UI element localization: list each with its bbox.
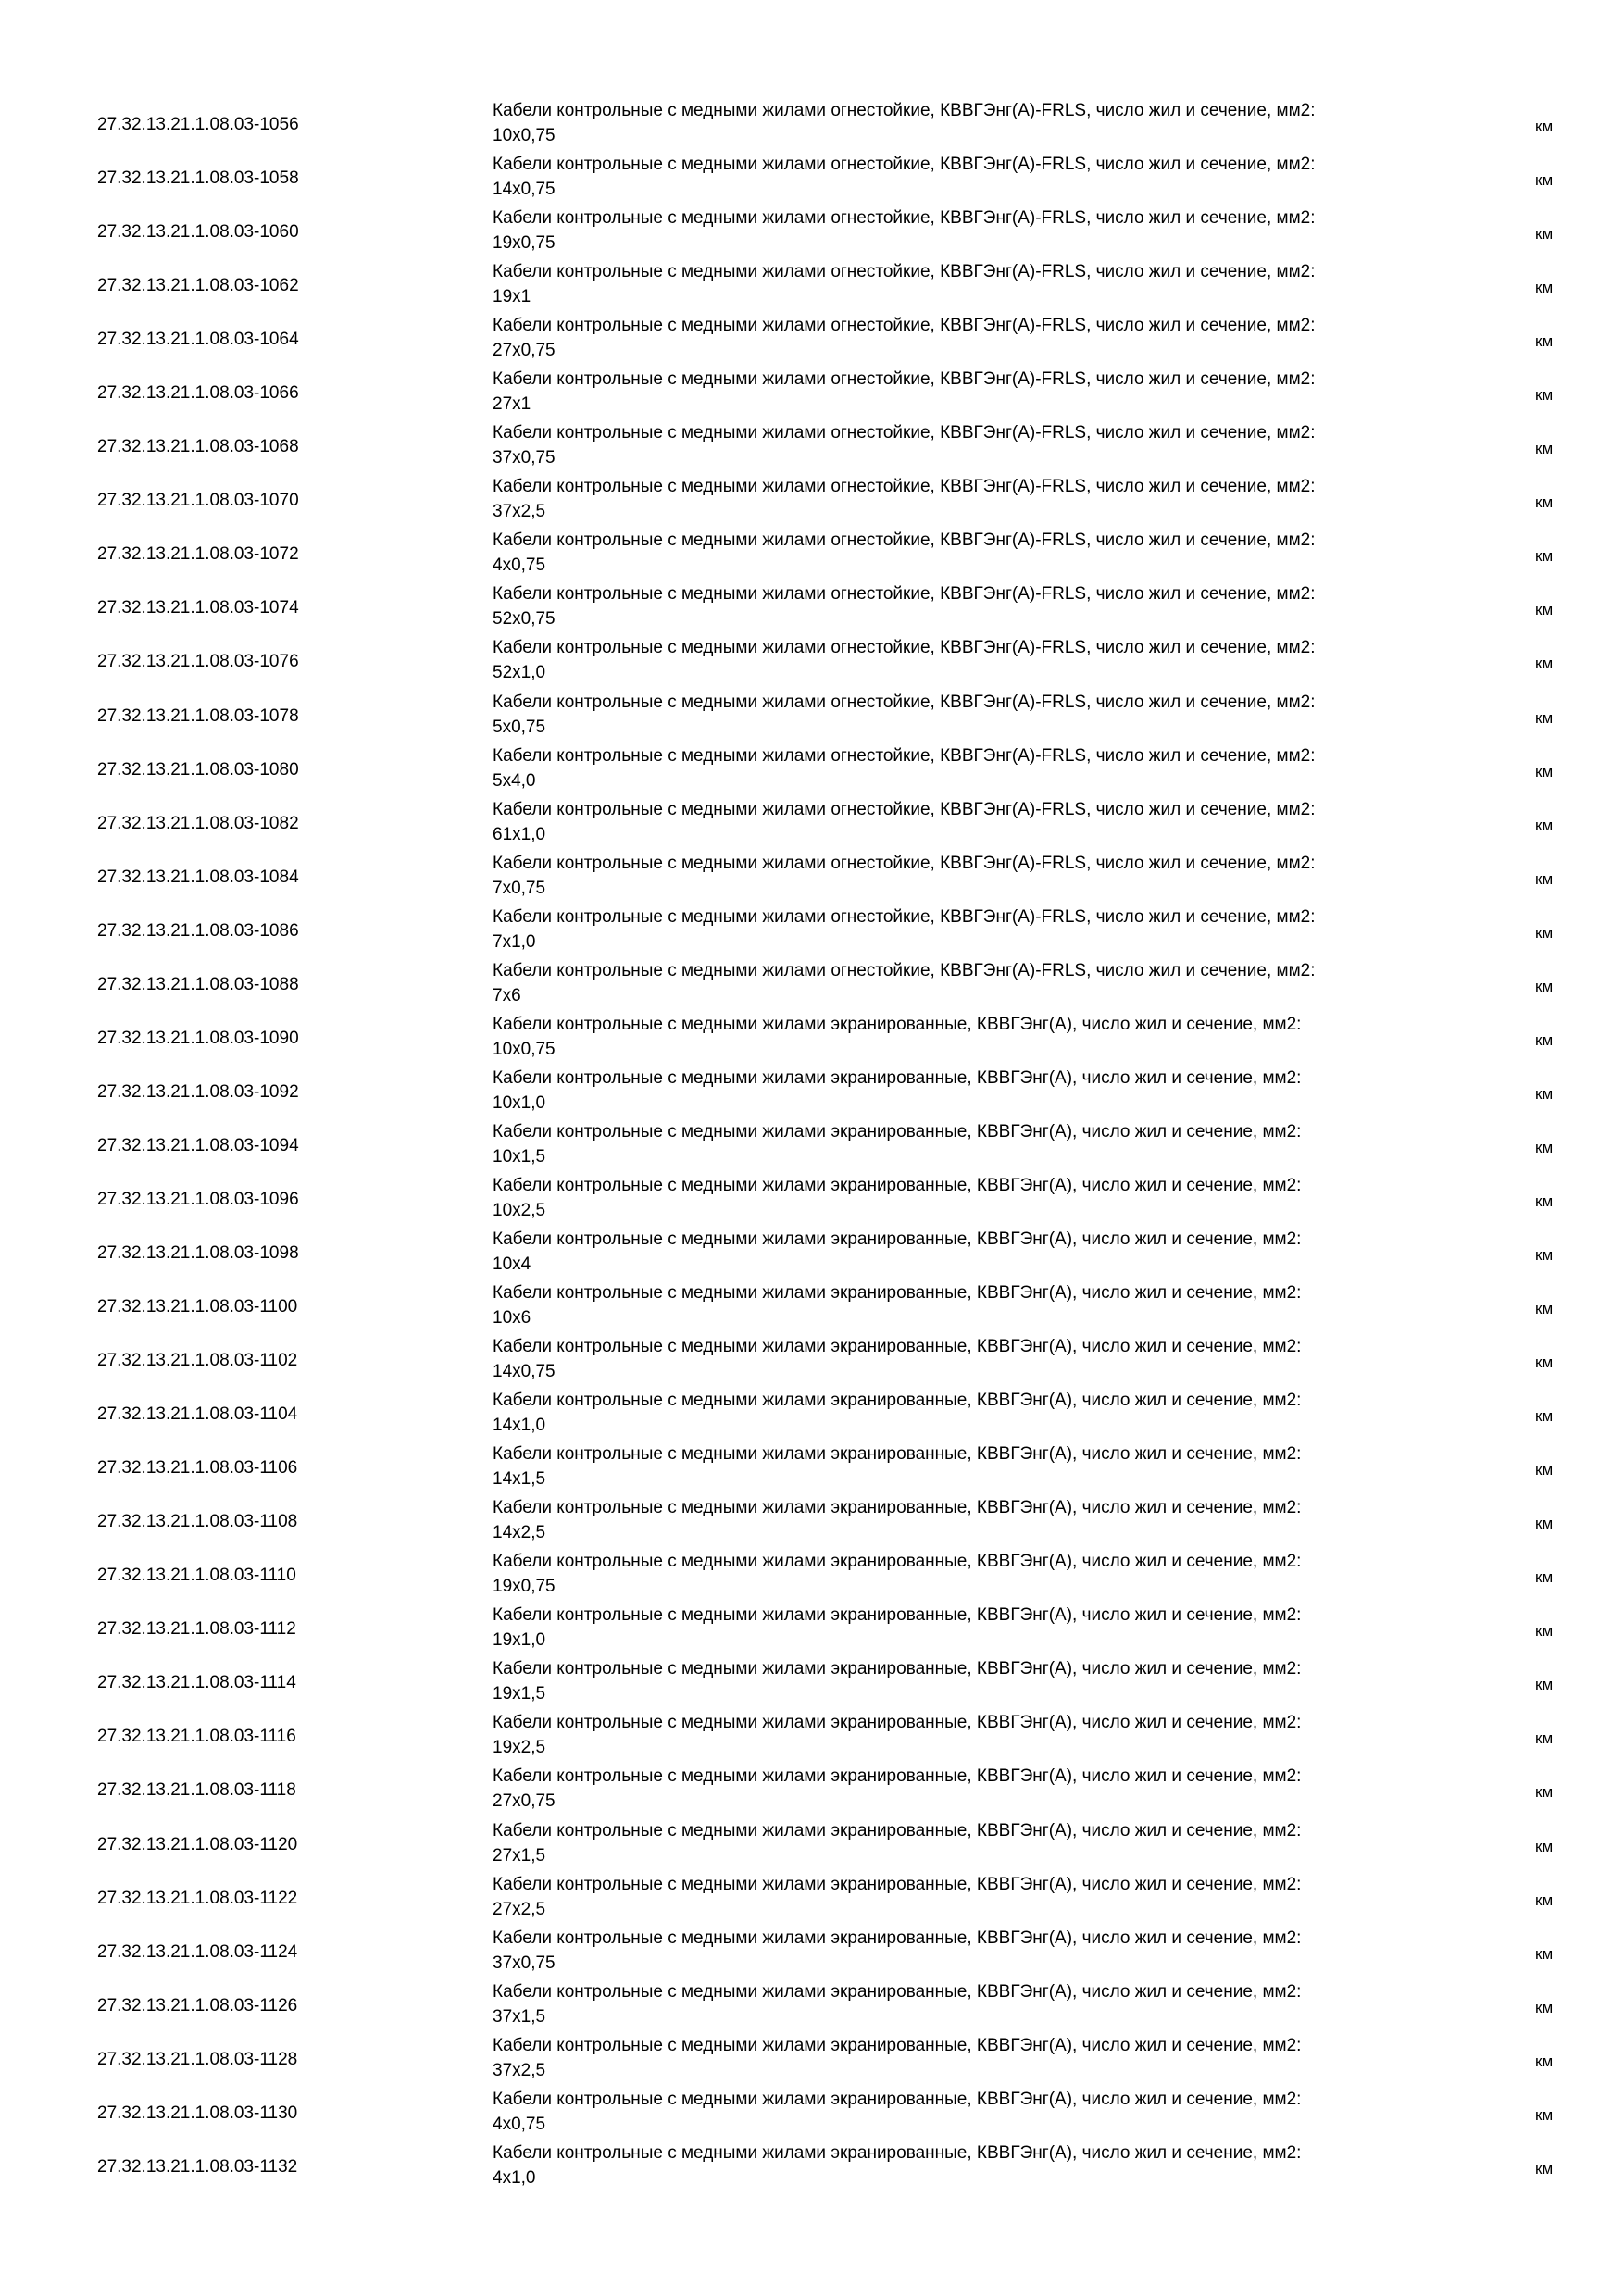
item-unit: км (1535, 440, 1554, 458)
item-description-text: Кабели контрольные с медными жилами экранированные, КВВГЭнг(А), число жил и сечение, мм2: (493, 1820, 1302, 1841)
item-description (493, 474, 1455, 524)
table-row (0, 1926, 1624, 1979)
table-row (0, 367, 1624, 420)
item-code: 27.32.13.21.1.08.03-1132 (97, 2156, 298, 2177)
item-description (493, 1549, 1455, 1599)
item-description (493, 1979, 1455, 2029)
item-code: 27.32.13.21.1.08.03-1126 (97, 1995, 298, 2015)
item-description-text: Кабели контрольные с медными жилами огнестойкие, КВВГЭнг(А)-FRLS, число жил и сечение, мм2: (493, 369, 1316, 390)
item-code: 27.32.13.21.1.08.03-1102 (97, 1351, 298, 1371)
table-row (0, 1066, 1624, 1119)
table-row (0, 1388, 1624, 1441)
item-description (493, 635, 1455, 685)
item-unit: км (1535, 869, 1554, 888)
item-description-text: Кабели контрольные с медными жилами экранированные, КВВГЭнг(А), число жил и сечение, мм2: (493, 1121, 1302, 1142)
item-description-text: Кабели контрольные с медными жилами огнестойкие, КВВГЭнг(А)-FRLS, число жил и сечение, мм2: (493, 692, 1316, 712)
item-description-text: Кабели контрольные с медными жилами экранированные, КВВГЭнг(А), число жил и сечение, мм2: (493, 1229, 1302, 1249)
item-size: 37x0,75 (493, 1953, 556, 1973)
item-unit: км (1535, 1084, 1554, 1103)
item-unit: км (1535, 1300, 1554, 1318)
table-row (0, 797, 1624, 851)
item-code: 27.32.13.21.1.08.03-1110 (97, 1566, 296, 1586)
item-unit: км (1535, 493, 1554, 512)
item-code: 27.32.13.21.1.08.03-1122 (97, 1888, 298, 1908)
item-code: 27.32.13.21.1.08.03-1098 (97, 1242, 299, 1263)
item-unit: км (1535, 1676, 1554, 1694)
item-description (493, 2140, 1455, 2190)
item-code: 27.32.13.21.1.08.03-1058 (97, 168, 299, 189)
item-description-text: Кабели контрольные с медными жилами экранированные, КВВГЭнг(А), число жил и сечение, мм2: (493, 1498, 1302, 1518)
item-code: 27.32.13.21.1.08.03-1086 (97, 920, 299, 941)
item-description (493, 528, 1455, 578)
item-size: 52x1,0 (493, 663, 546, 683)
item-description (493, 1710, 1455, 1760)
item-unit: км (1535, 1944, 1554, 1963)
table-row (0, 1872, 1624, 1926)
item-description-text: Кабели контрольные с медными жилами экранированные, КВВГЭнг(А), число жил и сечение, мм2: (493, 1981, 1302, 2002)
item-description-text: Кабели контрольные с медными жилами экранированные, КВВГЭнг(А), число жил и сечение, мм2: (493, 2035, 1302, 2055)
item-description (493, 743, 1455, 793)
item-unit: км (1535, 225, 1554, 243)
item-unit: км (1535, 816, 1554, 834)
item-code: 27.32.13.21.1.08.03-1084 (97, 867, 299, 887)
item-unit: км (1535, 547, 1554, 566)
item-description-text: Кабели контрольные с медными жилами экранированные, КВВГЭнг(А), число жил и сечение, мм2: (493, 1014, 1302, 1034)
item-description (493, 1926, 1455, 1976)
item-description-text: Кабели контрольные с медными жилами экранированные, КВВГЭнг(А), число жил и сечение, мм2: (493, 1874, 1302, 1894)
item-unit: км (1535, 1192, 1554, 1210)
item-description-text: Кабели контрольные с медными жилами экранированные, КВВГЭнг(А), число жил и сечение, мм2: (493, 1659, 1302, 1679)
item-unit: км (1535, 171, 1554, 190)
item-description-text: Кабели контрольные с медными жилами огнестойкие, КВВГЭнг(А)-FRLS, число жил и сечение, мм2: (493, 262, 1316, 282)
item-code: 27.32.13.21.1.08.03-1106 (97, 1458, 298, 1479)
item-description (493, 1119, 1455, 1169)
table-row (0, 1818, 1624, 1872)
item-description (493, 2033, 1455, 2083)
table-row (0, 851, 1624, 905)
item-code: 27.32.13.21.1.08.03-1080 (97, 759, 299, 780)
item-code: 27.32.13.21.1.08.03-1094 (97, 1135, 299, 1155)
item-size: 10x0,75 (493, 126, 556, 145)
item-code: 27.32.13.21.1.08.03-1108 (97, 1512, 298, 1532)
item-code: 27.32.13.21.1.08.03-1076 (97, 652, 299, 672)
item-unit: км (1535, 1030, 1554, 1049)
item-unit: км (1535, 1837, 1554, 1855)
item-size: 4x0,75 (493, 555, 546, 576)
item-unit: км (1535, 2105, 1554, 2124)
item-size: 52x0,75 (493, 609, 556, 630)
item-description (493, 851, 1455, 901)
item-code: 27.32.13.21.1.08.03-1120 (97, 1834, 298, 1854)
item-code: 27.32.13.21.1.08.03-1114 (97, 1673, 296, 1693)
table-row (0, 581, 1624, 635)
item-unit: км (1535, 1783, 1554, 1802)
table-row (0, 690, 1624, 743)
item-size: 19x1,0 (493, 1630, 546, 1651)
item-description-text: Кабели контрольные с медными жилами огнестойкие, КВВГЭнг(А)-FRLS, число жил и сечение, мм2: (493, 316, 1316, 336)
price-table (0, 98, 1624, 2194)
table-row (0, 474, 1624, 528)
item-description-text: Кабели контрольные с медными жилами экранированные, КВВГЭнг(А), число жил и сечение, мм2: (493, 2142, 1302, 2163)
item-unit: км (1535, 2052, 1554, 2070)
item-description (493, 2087, 1455, 2137)
item-description-text: Кабели контрольные с медными жилами экранированные, КВВГЭнг(А), число жил и сечение, мм2: (493, 1928, 1302, 1948)
item-size: 4x1,0 (493, 2167, 536, 2188)
item-code: 27.32.13.21.1.08.03-1082 (97, 813, 299, 833)
item-description (493, 1872, 1455, 1922)
item-size: 27x2,5 (493, 1899, 546, 1919)
item-description (493, 905, 1455, 955)
item-size: 10x4 (493, 1254, 531, 1274)
item-description (493, 1173, 1455, 1223)
item-size: 19x0,75 (493, 233, 556, 254)
item-description-text: Кабели контрольные с медными жилами огнестойкие, КВВГЭнг(А)-FRLS, число жил и сечение, мм2: (493, 799, 1316, 819)
item-unit: км (1535, 1998, 1554, 2016)
item-description (493, 958, 1455, 1008)
item-description-text: Кабели контрольные с медными жилами огнестойкие, КВВГЭнг(А)-FRLS, число жил и сечение, мм2: (493, 155, 1316, 175)
item-size: 37x1,5 (493, 2006, 546, 2027)
item-description-text: Кабели контрольные с медными жилами экранированные, КВВГЭнг(А), число жил и сечение, мм2: (493, 1175, 1302, 1195)
item-unit: км (1535, 601, 1554, 619)
item-description (493, 1280, 1455, 1330)
item-code: 27.32.13.21.1.08.03-1088 (97, 974, 299, 994)
item-size: 10x1,5 (493, 1146, 546, 1167)
item-unit: км (1535, 762, 1554, 780)
table-row (0, 635, 1624, 689)
item-size: 27x0,75 (493, 341, 556, 361)
item-size: 7x1,0 (493, 931, 536, 952)
item-size: 10x6 (493, 1308, 531, 1329)
item-description (493, 1334, 1455, 1384)
item-code: 27.32.13.21.1.08.03-1112 (97, 1619, 296, 1640)
item-unit: км (1535, 708, 1554, 727)
item-description-text: Кабели контрольные с медными жилами экранированные, КВВГЭнг(А), число жил и сечение, мм2: (493, 1067, 1302, 1088)
item-unit: км (1535, 1622, 1554, 1641)
item-description-text: Кабели контрольные с медными жилами огнестойкие, КВВГЭнг(А)-FRLS, число жил и сечение, мм2: (493, 101, 1316, 120)
item-unit: км (1535, 1568, 1554, 1587)
item-code: 27.32.13.21.1.08.03-1062 (97, 276, 299, 296)
item-description (493, 1227, 1455, 1277)
table-row (0, 1979, 1624, 2033)
item-description-text: Кабели контрольные с медными жилами экранированные, КВВГЭнг(А), число жил и сечение, мм2: (493, 1713, 1302, 1733)
item-code: 27.32.13.21.1.08.03-1100 (97, 1297, 298, 1317)
table-row (0, 1227, 1624, 1280)
item-unit: км (1535, 1407, 1554, 1426)
table-row (0, 206, 1624, 259)
table-row (0, 905, 1624, 958)
table-row (0, 259, 1624, 313)
item-size: 19x0,75 (493, 1577, 556, 1597)
table-row (0, 152, 1624, 206)
item-size: 19x1 (493, 287, 531, 307)
item-description-text: Кабели контрольные с медными жилами огнестойкие, КВВГЭнг(А)-FRLS, число жил и сечение, мм2: (493, 853, 1316, 873)
item-code: 27.32.13.21.1.08.03-1066 (97, 383, 299, 404)
item-unit: км (1535, 386, 1554, 405)
table-row (0, 1173, 1624, 1227)
table-row (0, 2140, 1624, 2194)
item-unit: км (1535, 655, 1554, 673)
item-description-text: Кабели контрольные с медными жилами экранированные, КВВГЭнг(А), число жил и сечение, мм2: (493, 2089, 1302, 2109)
table-row (0, 528, 1624, 581)
table-row (0, 1334, 1624, 1388)
item-code: 27.32.13.21.1.08.03-1124 (97, 1941, 298, 1962)
table-row (0, 1012, 1624, 1066)
table-row (0, 743, 1624, 797)
item-unit: км (1535, 2159, 1554, 2177)
table-row (0, 2033, 1624, 2087)
item-description (493, 367, 1455, 417)
item-description (493, 1441, 1455, 1491)
item-size: 27x0,75 (493, 1791, 556, 1812)
item-description (493, 420, 1455, 470)
item-description-text: Кабели контрольные с медными жилами огнестойкие, КВВГЭнг(А)-FRLS, число жил и сечение, мм2: (493, 477, 1316, 497)
item-code: 27.32.13.21.1.08.03-1068 (97, 437, 299, 457)
item-size: 14x1,0 (493, 1416, 546, 1436)
item-code: 27.32.13.21.1.08.03-1056 (97, 115, 299, 134)
item-description (493, 1012, 1455, 1062)
item-size: 27x1 (493, 394, 531, 415)
item-unit: км (1535, 1729, 1554, 1748)
item-code: 27.32.13.21.1.08.03-1060 (97, 222, 299, 243)
item-code: 27.32.13.21.1.08.03-1064 (97, 330, 299, 350)
item-size: 27x1,5 (493, 1845, 546, 1866)
table-row (0, 98, 1624, 152)
item-description-text: Кабели контрольные с медными жилами экранированные, КВВГЭнг(А), число жил и сечение, мм2: (493, 1391, 1302, 1411)
item-unit: км (1535, 1138, 1554, 1156)
item-unit: км (1535, 977, 1554, 995)
item-description (493, 1603, 1455, 1653)
item-size: 10x0,75 (493, 1039, 556, 1059)
table-row (0, 1603, 1624, 1656)
item-description (493, 797, 1455, 847)
item-size: 19x2,5 (493, 1738, 546, 1758)
item-description-text: Кабели контрольные с медными жилами огнестойкие, КВВГЭнг(А)-FRLS, число жил и сечение, мм2: (493, 584, 1316, 605)
item-code: 27.32.13.21.1.08.03-1072 (97, 544, 299, 565)
item-description-text: Кабели контрольные с медными жилами огнестойкие, КВВГЭнг(А)-FRLS, число жил и сечение, мм2: (493, 638, 1316, 658)
item-size: 61x1,0 (493, 824, 546, 844)
item-code: 27.32.13.21.1.08.03-1078 (97, 705, 299, 726)
item-size: 19x1,5 (493, 1684, 546, 1704)
item-description (493, 1388, 1455, 1438)
item-unit: км (1535, 118, 1554, 135)
table-row (0, 313, 1624, 367)
item-description (493, 1066, 1455, 1116)
item-description (493, 690, 1455, 740)
item-description (493, 1764, 1455, 1814)
item-unit: км (1535, 1890, 1554, 1909)
item-unit: км (1535, 1461, 1554, 1479)
item-code: 27.32.13.21.1.08.03-1130 (97, 2103, 298, 2123)
item-size: 37x2,5 (493, 2060, 546, 2080)
table-row (0, 1495, 1624, 1549)
item-size: 14x1,5 (493, 1469, 546, 1490)
item-unit: км (1535, 1515, 1554, 1533)
item-description (493, 1495, 1455, 1545)
item-unit: км (1535, 332, 1554, 351)
item-code: 27.32.13.21.1.08.03-1096 (97, 1189, 299, 1209)
item-description-text: Кабели контрольные с медными жилами экранированные, КВВГЭнг(А), число жил и сечение, мм2: (493, 1283, 1302, 1304)
item-size: 5x0,75 (493, 717, 546, 737)
table-row (0, 958, 1624, 1012)
item-code: 27.32.13.21.1.08.03-1092 (97, 1081, 299, 1102)
item-description-text: Кабели контрольные с медными жилами экранированные, КВВГЭнг(А), число жил и сечение, мм2: (493, 1552, 1302, 1572)
item-size: 7x6 (493, 985, 521, 1005)
item-description (493, 1656, 1455, 1706)
item-size: 37x0,75 (493, 448, 556, 468)
item-size: 14x0,75 (493, 180, 556, 200)
item-description (493, 98, 1455, 148)
item-code: 27.32.13.21.1.08.03-1128 (97, 2049, 298, 2069)
item-size: 14x2,5 (493, 1523, 546, 1543)
item-code: 27.32.13.21.1.08.03-1116 (97, 1727, 296, 1747)
item-size: 4x0,75 (493, 2114, 546, 2134)
item-description (493, 259, 1455, 309)
item-description-text: Кабели контрольные с медными жилами огнестойкие, КВВГЭнг(А)-FRLS, число жил и сечение, мм2: (493, 423, 1316, 443)
item-size: 37x2,5 (493, 502, 546, 522)
item-description (493, 581, 1455, 631)
item-size: 10x2,5 (493, 1200, 546, 1220)
item-description-text: Кабели контрольные с медными жилами огнестойкие, КВВГЭнг(А)-FRLS, число жил и сечение, мм2: (493, 530, 1316, 551)
table-row (0, 1656, 1624, 1710)
item-code: 27.32.13.21.1.08.03-1118 (97, 1780, 296, 1801)
item-code: 27.32.13.21.1.08.03-1070 (97, 491, 299, 511)
table-row (0, 2087, 1624, 2140)
item-description-text: Кабели контрольные с медными жилами огнестойкие, КВВГЭнг(А)-FRLS, число жил и сечение, мм2: (493, 906, 1316, 927)
item-size: 14x0,75 (493, 1362, 556, 1382)
item-size: 5x4,0 (493, 770, 536, 791)
item-description (493, 152, 1455, 202)
item-description-text: Кабели контрольные с медными жилами огнестойкие, КВВГЭнг(А)-FRLS, число жил и сечение, мм2: (493, 208, 1316, 229)
item-unit: км (1535, 1245, 1554, 1264)
item-unit: км (1535, 1354, 1554, 1372)
item-description (493, 1818, 1455, 1868)
table-row (0, 1119, 1624, 1173)
item-description-text: Кабели контрольные с медными жилами экранированные, КВВГЭнг(А), число жил и сечение, мм2: (493, 1337, 1302, 1357)
item-code: 27.32.13.21.1.08.03-1090 (97, 1028, 299, 1048)
item-description-text: Кабели контрольные с медными жилами экранированные, КВВГЭнг(А), число жил и сечение, мм2: (493, 1444, 1302, 1465)
item-size: 7x0,75 (493, 878, 546, 898)
item-code: 27.32.13.21.1.08.03-1074 (97, 598, 299, 618)
item-description-text: Кабели контрольные с медными жилами экранированные, КВВГЭнг(А), число жил и сечение, мм2: (493, 1766, 1302, 1787)
item-size: 10x1,0 (493, 1092, 546, 1113)
table-row (0, 1549, 1624, 1603)
table-row (0, 1280, 1624, 1334)
item-code: 27.32.13.21.1.08.03-1104 (97, 1404, 298, 1425)
item-description (493, 313, 1455, 363)
item-unit: км (1535, 279, 1554, 297)
table-row (0, 420, 1624, 474)
table-row (0, 1710, 1624, 1764)
item-description-text: Кабели контрольные с медными жилами огнестойкие, КВВГЭнг(А)-FRLS, число жил и сечение, мм2: (493, 745, 1316, 766)
item-description (493, 206, 1455, 256)
item-description-text: Кабели контрольные с медными жилами экранированные, КВВГЭнг(А), число жил и сечение, мм2: (493, 1605, 1302, 1626)
table-row (0, 1764, 1624, 1817)
table-row (0, 1441, 1624, 1495)
item-unit: км (1535, 923, 1554, 942)
item-description-text: Кабели контрольные с медными жилами огнестойкие, КВВГЭнг(А)-FRLS, число жил и сечение, мм2: (493, 960, 1316, 980)
